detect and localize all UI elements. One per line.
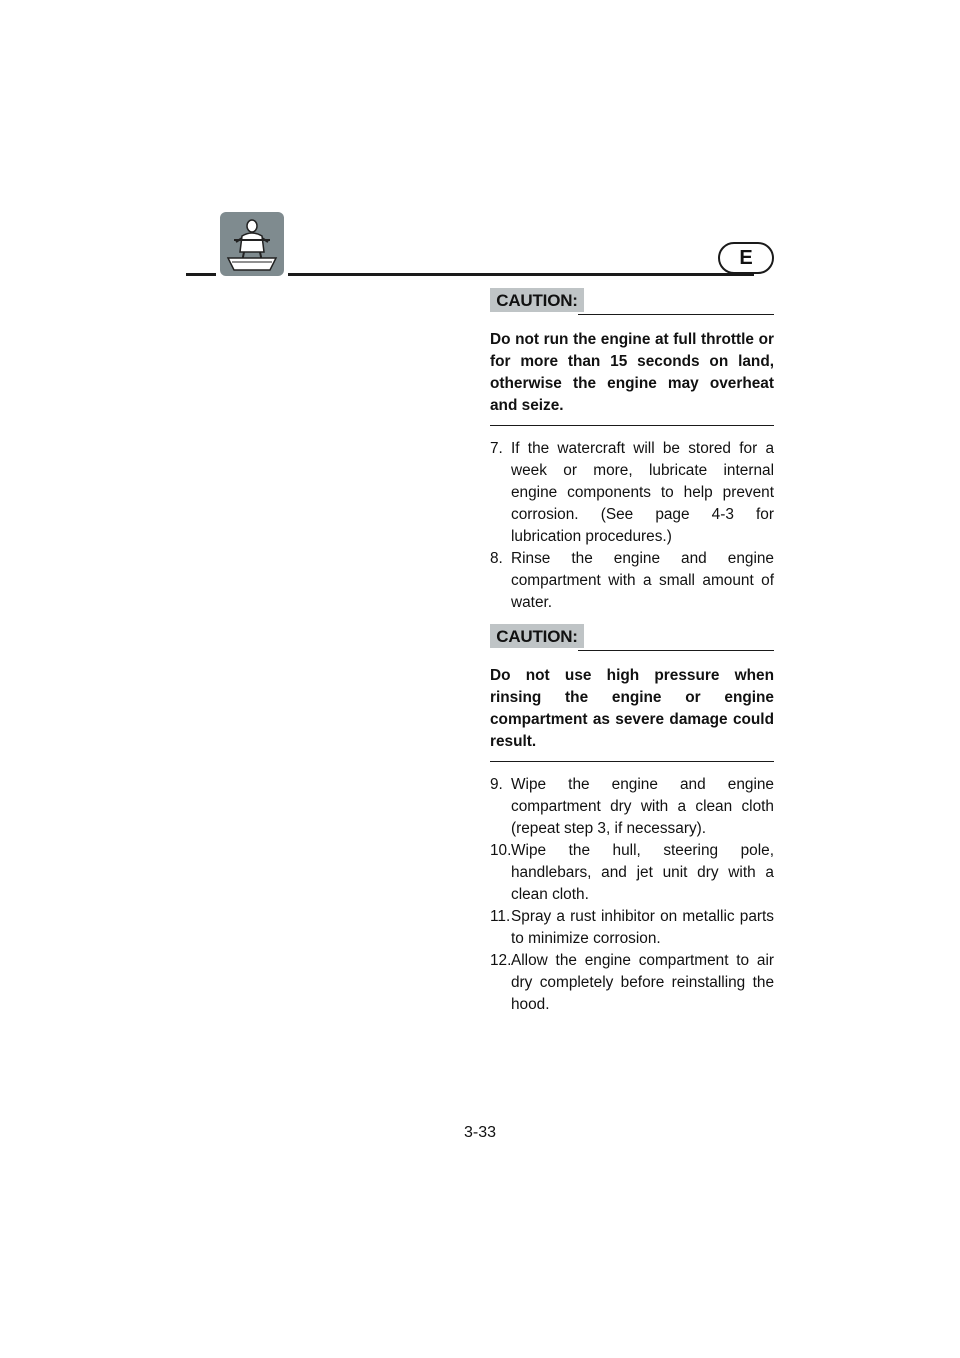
step-text: If the watercraft will be stored for a week or more, lubricate internal engine components to help prevent corrosion. (See page 4-3 for lubrication procedures.) [511, 440, 774, 545]
step-text: Allow the engine compartment to air dry completely before reinstalling the hood. [511, 952, 774, 1013]
step-text: Rinse the engine and engine compartment with a small amount of water. [511, 550, 774, 611]
step-text: Spray a rust inhibitor on metallic parts to minimize corrosion. [511, 908, 774, 947]
list-item [490, 438, 774, 548]
language-badge: E [718, 242, 774, 274]
step-text: Wipe the engine and engine compartment dry with a clean cloth (repeat step 3, if necessary). [511, 776, 774, 837]
caution-rule [578, 314, 774, 315]
step-number: 8. [490, 550, 503, 567]
caution-header-1 [490, 288, 774, 314]
header-rule-left [186, 273, 216, 276]
list-item [490, 774, 774, 840]
list-item [490, 906, 774, 950]
list-item [490, 840, 774, 906]
step-number: 11. [490, 908, 511, 925]
caution-rule [578, 650, 774, 651]
header-rule-right [288, 273, 754, 276]
main-column [490, 288, 774, 1016]
list-item [490, 548, 774, 614]
step-number: 10. [490, 842, 512, 859]
caution-text-1: Do not run the engine at full throttle or for more than 15 seconds on land, otherwise the engine may overheat and seize. [490, 329, 774, 426]
step-number: 12. [490, 952, 512, 969]
caution-header-2 [490, 624, 774, 650]
caution-label: CAUTION: [490, 288, 584, 312]
step-number: 9. [490, 776, 503, 793]
caution-text-2: Do not use high pressure when rinsing the engine or engine compartment as severe damage could result. [490, 665, 774, 762]
page-number: 3-33 [463, 1124, 497, 1141]
step-text: Wipe the hull, steering pole, handlebars, and jet unit dry with a clean cloth. [511, 842, 774, 903]
step-number: 7. [490, 440, 503, 457]
caution-label: CAUTION: [490, 624, 584, 648]
list-item [490, 950, 774, 1016]
watercraft-rider-icon [220, 212, 284, 276]
